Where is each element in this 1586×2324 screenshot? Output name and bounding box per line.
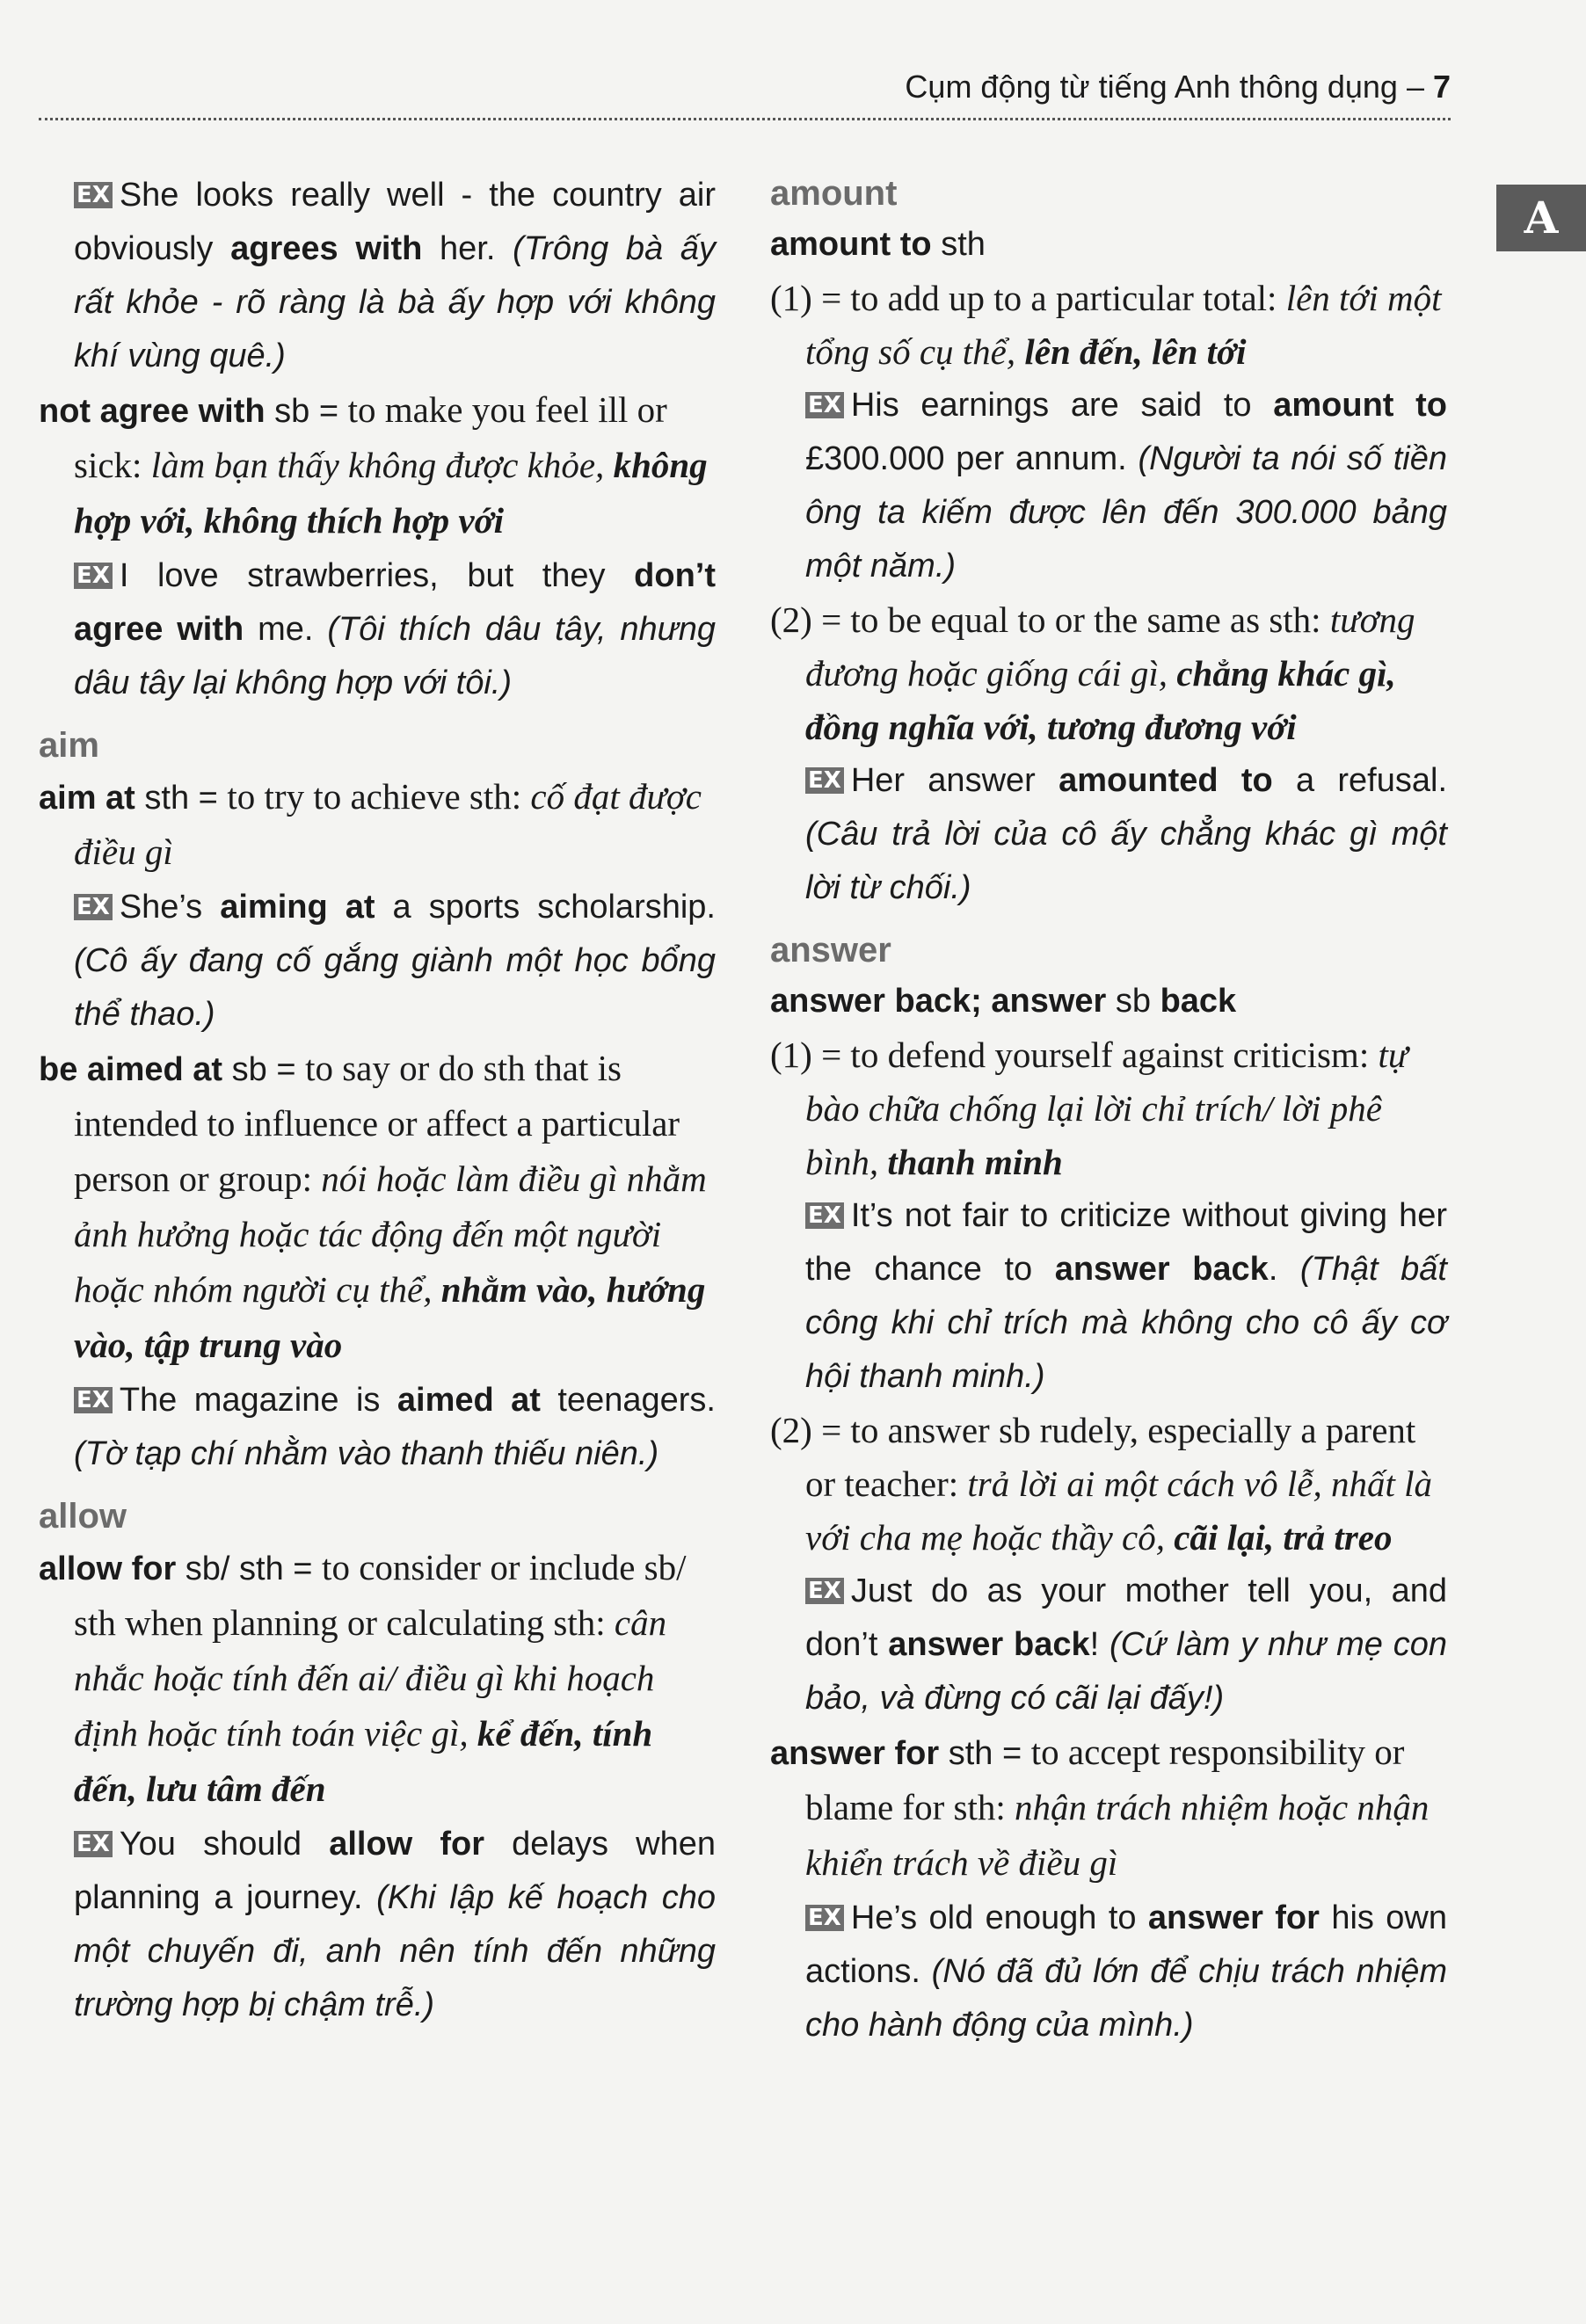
left-column xyxy=(39,169,716,2032)
header-title: Cụm động từ tiếng Anh thông dụng xyxy=(905,69,1398,105)
headword-aim: aim xyxy=(39,726,99,765)
example: EX She’s aiming at a sports scholarship. (Cô ấy đang cố gắng giành một học bổng thể thao.) xyxy=(74,889,716,1033)
example: EX I love strawberries, but they don’t agree with me. (Tôi thích dâu tây, nhưng dâu tây lại không hợp với tôi.) xyxy=(74,557,716,701)
example-translation: (Cứ làm y như mẹ con bảo, và đừng có cãi lại đấy!) xyxy=(805,1626,1447,1717)
sense-definition: (1) = to add up to a particular total: lên tới một tổng số cụ thể, lên đến, lên tới xyxy=(770,278,1442,372)
example: EX She looks really well - the country air obviously agrees with her. (Trông bà ấy rất khỏe - rõ ràng là bà ấy hợp với không khí vùng quê.) xyxy=(74,177,717,374)
running-header xyxy=(39,69,1451,105)
example-translation: (Nó đã đủ lớn để chịu trách nhiệm cho hành động của mình.) xyxy=(805,1953,1447,2044)
sense-definition: (1) = to defend yourself against criticism: tự bào chữa chống lại lời chỉ trích/ lời phê bình, thanh minh xyxy=(770,1035,1408,1182)
ex-badge: EX xyxy=(74,1387,113,1413)
headword-answer: answer xyxy=(770,931,891,970)
sense-definition: (2) = to be equal to or the same as sth: tương đương hoặc giống cái gì, chẳng khác gì, đồng nghĩa với, tương đương với xyxy=(770,599,1415,747)
header-dotted-rule xyxy=(39,118,1451,120)
section-letter-tab: A xyxy=(1496,185,1586,251)
headword-amount: amount xyxy=(770,174,898,213)
ex-badge: EX xyxy=(74,182,113,208)
phrasal-entry-amount-to: amount to sth xyxy=(770,226,986,263)
ex-badge: EX xyxy=(805,1578,844,1604)
example: EX You should allow for delays when planning a journey. (Khi lập kế hoạch cho một chuyến đi, anh nên tính đến những trường hợp bị chậm trễ.) xyxy=(74,1826,717,2023)
ex-badge: EX xyxy=(74,563,113,589)
headword-allow: allow xyxy=(39,1497,127,1536)
phrasal-entry-allow-for: allow for sb/ sth = to consider or include sb/ sth when planning or calculating sth: cân nhắc hoặc tính đến ai/ điều gì khi hoạch định hoặc tính toán việc gì, kể đến, tính đến, lưu tâm đến xyxy=(39,1547,687,1809)
example-translation: (Cô ấy đang cố gắng giành một học bổng thể thao.) xyxy=(74,942,716,1033)
example: EX It’s not fair to criticize without giving her the chance to answer back. (Thật bất công khi chỉ trích mà không cho cô ấy cơ hội thanh minh.) xyxy=(805,1197,1447,1395)
example-translation: (Khi lập kế hoạch cho một chuyến đi, anh nên tính đến những trường hợp bị chậm trễ.) xyxy=(74,1879,716,2023)
ex-badge: EX xyxy=(805,767,844,794)
right-column xyxy=(770,169,1447,2052)
phrasal-entry-answer-for: answer for sth = to accept responsibility or blame for sth: nhận trách nhiệm hoặc nhận khiển trách về điều gì xyxy=(770,1732,1430,1883)
phrasal-entry-answer-back: answer back; answer sb back xyxy=(770,983,1237,1020)
example-translation: (Thật bất công khi chỉ trích mà không cho cô ấy cơ hội thanh minh.) xyxy=(805,1251,1447,1395)
example: EX His earnings are said to amount to £300.000 per annum. (Người ta nói số tiền ông ta kiếm được lên đến 300.000 bảng một năm.) xyxy=(805,387,1448,585)
header-separator: – xyxy=(1397,69,1433,105)
ex-badge: EX xyxy=(805,392,844,418)
example: EX He’s old enough to answer for his own actions. (Nó đã đủ lớn để chịu trách nhiệm cho hành động của mình.) xyxy=(805,1899,1448,2044)
example: EX Her answer amounted to a refusal. (Câu trả lời của cô ấy chẳng khác gì một lời từ chối.) xyxy=(805,762,1448,906)
page-number: 7 xyxy=(1432,69,1451,105)
phrasal-entry-be-aimed-at: be aimed at sb = to say or do sth that is intended to influence or affect a particular person or group: nói hoặc làm điều gì nhằm ảnh hưởng hoặc tác động đến một người hoặc nhóm người cụ thể, nhằm vào, hướng vào, tập trung vào xyxy=(39,1048,707,1365)
sense-definition: (2) = to answer sb rudely, especially a parent or teacher: trả lời ai một cách vô lễ, nhất là với cha mẹ hoặc thầy cô, cãi lại, trả treo xyxy=(770,1410,1433,1558)
example-translation: (Trông bà ấy rất khỏe - rõ ràng là bà ấy hợp với không khí vùng quê.) xyxy=(74,230,717,374)
ex-badge: EX xyxy=(74,1831,113,1857)
example-translation: (Người ta nói số tiền ông ta kiếm được lên đến 300.000 bảng một năm.) xyxy=(805,440,1447,585)
example-translation: (Tôi thích dâu tây, nhưng dâu tây lại không hợp với tôi.) xyxy=(74,611,716,701)
ex-badge: EX xyxy=(74,894,113,920)
ex-badge: EX xyxy=(805,1905,844,1931)
example: EX Just do as your mother tell you, and don’t answer back! (Cứ làm y như mẹ con bảo, và đừng có cãi lại đấy!) xyxy=(805,1572,1447,1717)
phrasal-entry-aim-at: aim at sth = to try to achieve sth: cố đạt được điều gì xyxy=(39,776,702,872)
ex-badge: EX xyxy=(805,1202,844,1229)
phrasal-entry-not-agree-with: not agree with sb = to make you feel ill or sick: làm bạn thấy không được khỏe, không hợp với, không thích hợp với xyxy=(39,389,708,541)
example-translation: (Tờ tạp chí nhằm vào thanh thiếu niên.) xyxy=(74,1435,659,1472)
example: EX The magazine is aimed at teenagers. (Tờ tạp chí nhằm vào thanh thiếu niên.) xyxy=(74,1382,716,1472)
example-translation: (Câu trả lời của cô ấy chẳng khác gì một lời từ chối.) xyxy=(805,816,1447,906)
